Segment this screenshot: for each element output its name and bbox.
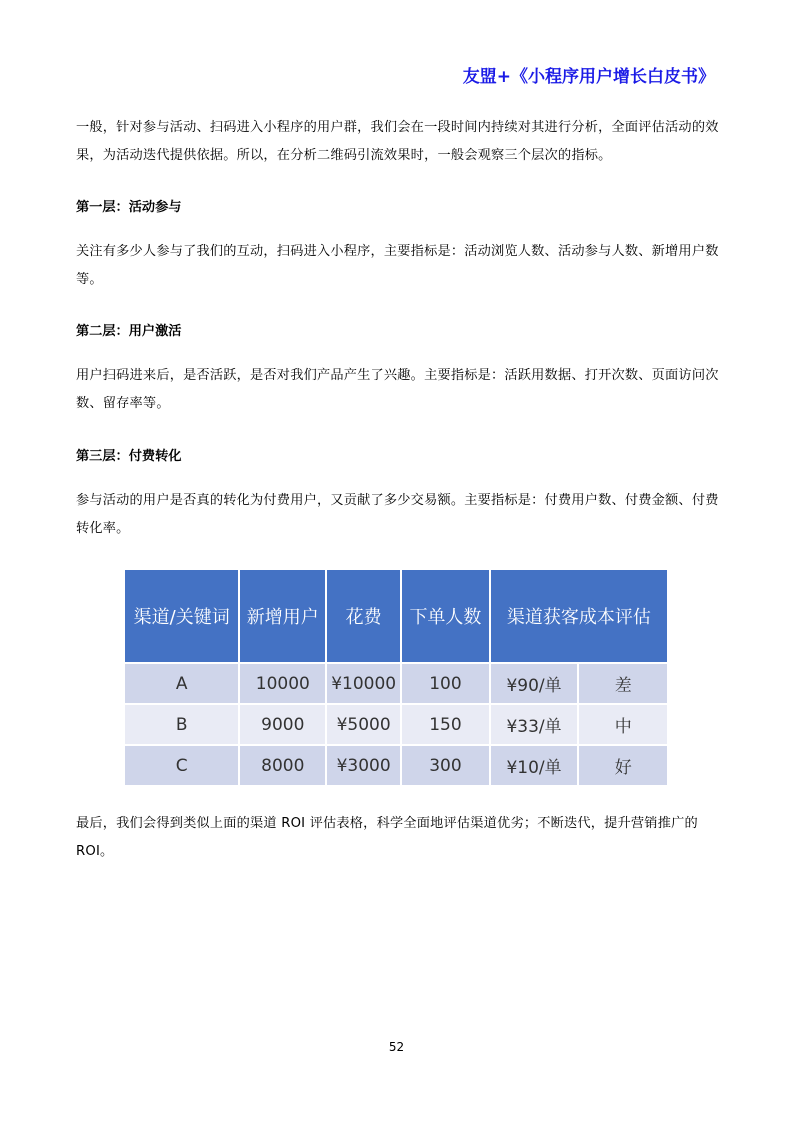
table-header-row (124, 569, 668, 663)
table-header-cell: 渠道/关键词 (124, 569, 239, 663)
table-cell: 8000 (239, 745, 326, 786)
table-header-cell: 新增用户 (239, 569, 326, 663)
channel-roi-table (123, 568, 669, 787)
table-cell: 100 (401, 663, 490, 704)
table-cell: 9000 (239, 704, 326, 745)
section-body-3: 参与活动的用户是否真的转化为付费用户，又贡献了多少交易额。主要指标是：付费用户数、付费金额、付费转化率。 (76, 493, 719, 536)
table-row (124, 704, 668, 745)
table-header-cell: 花费 (326, 569, 401, 663)
table-cell: B (124, 704, 239, 745)
section-heading-2: 第二层：用户激活 (76, 324, 182, 339)
table-cell: 150 (401, 704, 490, 745)
section-heading-3: 第三层：付费转化 (76, 449, 182, 464)
table-cell: ¥33/单 (490, 704, 579, 745)
table-cell: 好 (578, 745, 668, 786)
intro-paragraph: 一般，针对参与活动、扫码进入小程序的用户群，我们会在一段时间内持续对其进行分析，全面评估活动的效果，为活动迭代提供依据。所以，在分析二维码引流效果时，一般会观察三个层次的指标。 (76, 120, 719, 163)
conclusion-paragraph: 最后，我们会得到类似上面的渠道 ROI 评估表格，科学全面地评估渠道优劣；不断迭代，提升营销推广的 ROI。 (76, 816, 698, 859)
table-cell: 10000 (239, 663, 326, 704)
table-cell: 300 (401, 745, 490, 786)
table-header-cell: 下单人数 (401, 569, 490, 663)
table-row (124, 745, 668, 786)
table-cell: A (124, 663, 239, 704)
document-header-title: 友盟+《小程序用户增长白皮书》 (462, 67, 715, 87)
table-cell: ¥90/单 (490, 663, 579, 704)
section-body-1: 关注有多少人参与了我们的互动，扫码进入小程序，主要指标是：活动浏览人数、活动参与人数、新增用户数等。 (76, 244, 719, 287)
table-cell: 差 (578, 663, 668, 704)
table-cell: ¥3000 (326, 745, 401, 786)
table-row (124, 663, 668, 704)
section-body-2: 用户扫码进来后，是否活跃，是否对我们产品产生了兴趣。主要指标是：活跃用数据、打开次数、页面访问次数、留存率等。 (76, 368, 719, 411)
table-cell: ¥10/单 (490, 745, 579, 786)
section-heading-1: 第一层：活动参与 (76, 200, 182, 215)
table-cell: ¥10000 (326, 663, 401, 704)
page-number: 52 (388, 1040, 405, 1054)
table-cell: C (124, 745, 239, 786)
table-header-cell: 渠道获客成本评估 (490, 569, 668, 663)
table-cell: ¥5000 (326, 704, 401, 745)
table-cell: 中 (578, 704, 668, 745)
